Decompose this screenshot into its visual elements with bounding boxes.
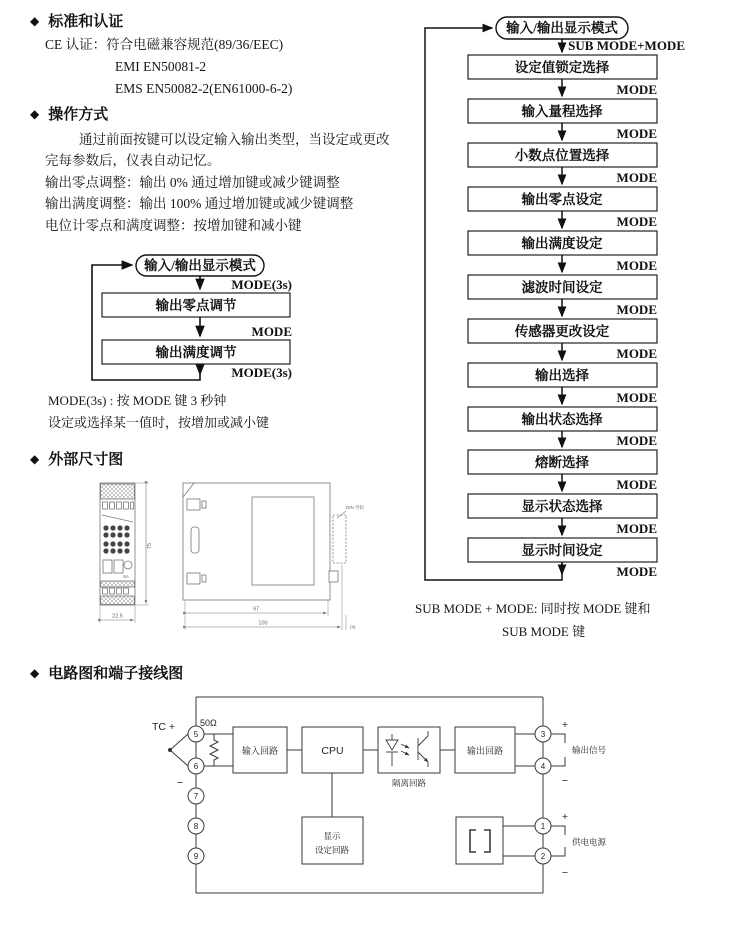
menu-step-10-label: 熔断选择 [535, 455, 589, 470]
terminal-4: 4 [540, 762, 546, 771]
signal-minus: − [561, 775, 569, 787]
operation-note-2: 设定或选择某一值时，按增加或减小键 [48, 415, 270, 430]
operation-title: 操作方式 [48, 106, 109, 123]
menu-step-9-label: 输出状态选择 [521, 412, 603, 427]
signal-plus: + [561, 719, 569, 731]
menu-step-4-label: 输出零点设定 [521, 192, 603, 207]
output-signal-label: 输出信号 [572, 745, 607, 755]
shunt-resistor [210, 734, 218, 766]
display-label-1: 显示 [323, 831, 341, 841]
menu-edge-5: MODE [616, 258, 657, 273]
tolerance-label: (4) [350, 624, 356, 630]
power-bracket-minus [551, 847, 565, 856]
menu-footnote-1: SUB MODE + MODE: 同时按 MODE 键和 [415, 601, 651, 616]
signal-bracket-minus [551, 757, 565, 766]
circuit-diagram [140, 690, 730, 925]
menu-edge-4: MODE [616, 214, 657, 229]
dimensions-title: 外部尺寸图 [48, 451, 124, 468]
operation-flowchart [55, 243, 305, 393]
menu-edge-9: MODE [616, 433, 657, 448]
transformer-block [456, 817, 503, 864]
menu-edge-1: MODE [616, 82, 657, 97]
operation-p1: 通过前面按键可以设定输入输出类型，当设定或更改 [79, 132, 390, 147]
terminal-6: 6 [193, 762, 199, 771]
depth-total-label: 100 [258, 620, 268, 627]
menu-edge-8: MODE [616, 390, 657, 405]
operation-p4: 输出满度调整：输出 100% 通过增加键或减少键调整 [45, 196, 354, 211]
flow-edge-1: MODE(3s) [231, 277, 292, 292]
depth-front-label: 97 [252, 606, 260, 613]
output-circuit-label: 输出回路 [466, 746, 504, 756]
signal-bracket-plus [551, 734, 565, 743]
resistor-label: 50Ω [200, 718, 217, 728]
menu-edge-0: SUB MODE+MODE [568, 38, 685, 53]
terminal-2: 2 [540, 852, 546, 861]
menu-step-2-label: 输入量程选择 [521, 104, 603, 119]
bullet-diamond-icon: ◆ [30, 665, 40, 680]
din-rail-label: DIN 导轨 [346, 505, 364, 510]
menu-edge-6: MODE [616, 302, 657, 317]
menu-step-8-label: 输出选择 [535, 368, 589, 383]
menu-start-label: 输入/输出显示模式 [506, 20, 618, 36]
side-view [183, 483, 346, 600]
menu-edge-10: MODE [616, 477, 657, 492]
tc-junction-dot [168, 748, 172, 752]
bullet-diamond-icon: ◆ [30, 13, 40, 28]
width-dim-label: 22.5 [112, 613, 123, 620]
cpu-label: CPU [321, 745, 344, 757]
menu-edge-2: MODE [616, 126, 657, 141]
power-minus: − [561, 867, 569, 879]
menu-edge-12: MODE [616, 564, 657, 579]
front-view [100, 483, 135, 605]
flow-edge-3: MODE(3s) [231, 365, 292, 380]
menu-edge-11: MODE [616, 521, 657, 536]
standards-line-ems: EMS EN50082-2(EN61000-6-2) [115, 81, 293, 96]
bullet-diamond-icon: ◆ [30, 106, 40, 121]
standards-line-emi: EMI EN50081-2 [115, 59, 207, 74]
circuit-title: 电路图和端子接线图 [48, 665, 184, 682]
operation-p2: 完每参数后，仪表自动记忆。 [45, 153, 221, 168]
menu-step-5-label: 输出满度设定 [521, 236, 603, 251]
dimension-drawing [90, 475, 390, 647]
operation-p3: 输出零点调整：输出 0% 通过增加键或减少键调整 [45, 175, 340, 190]
menu-step-11-label: 显示状态选择 [521, 499, 603, 514]
operation-p5: 电位计零点和满度调整：按增加键和减小键 [45, 218, 302, 233]
flow-start-label: 输入/输出显示模式 [144, 258, 256, 273]
flow-step-span-label: 输出满度调节 [155, 345, 237, 360]
power-label: 供电电源 [572, 837, 607, 847]
terminal-9: 9 [193, 852, 199, 861]
input-circuit-label: 输入回路 [241, 746, 279, 756]
standards-title: 标准和认证 [48, 13, 124, 30]
display-label-2: 设定回路 [314, 845, 350, 855]
terminal-8: 8 [193, 822, 199, 831]
menu-edge-3: MODE [616, 170, 657, 185]
height-dim-label: 75 [147, 542, 153, 550]
tc-lead-plus [170, 734, 188, 750]
standards-heading [30, 10, 123, 31]
terminal-3: 3 [540, 730, 546, 739]
power-bracket-plus [551, 826, 565, 835]
flow-edge-2: MODE [251, 324, 292, 339]
isolation-block [378, 727, 440, 773]
menu-flowchart [405, 8, 727, 593]
menu-step-3-label: 小数点位置选择 [514, 148, 610, 163]
standards-line-ce: CE 认证：符合电磁兼容规范(89/36/EEC) [45, 37, 284, 52]
menu-step-1-label: 设定值锁定选择 [514, 60, 610, 75]
menu-edge-7: MODE [616, 346, 657, 361]
menu-step-7-label: 传感器更改设定 [514, 324, 610, 339]
menu-step-6-label: 滤波时间设定 [521, 280, 603, 295]
terminal-1: 1 [540, 822, 546, 831]
flow-step-zero-label: 输出零点调节 [155, 298, 237, 313]
terminal-7: 7 [193, 792, 199, 801]
bullet-diamond-icon: ◆ [30, 451, 40, 466]
circuit-heading [30, 662, 183, 683]
tc-lead-minus [170, 750, 188, 766]
tc-minus-label: − [176, 777, 184, 789]
operation-note-1: MODE(3s) : 按 MODE 键 3 秒钟 [48, 393, 227, 408]
power-plus: + [561, 811, 569, 823]
tc-label: TC + [152, 721, 176, 733]
isolation-label: 隔离回路 [391, 778, 427, 788]
menu-footnote-2: SUB MODE 键 [502, 624, 586, 639]
operation-heading [30, 103, 108, 124]
dimensions-heading [30, 448, 123, 469]
front-amp-label: 5A [123, 574, 129, 579]
terminal-5: 5 [193, 730, 199, 739]
menu-step-12-label: 显示时间设定 [521, 543, 603, 558]
